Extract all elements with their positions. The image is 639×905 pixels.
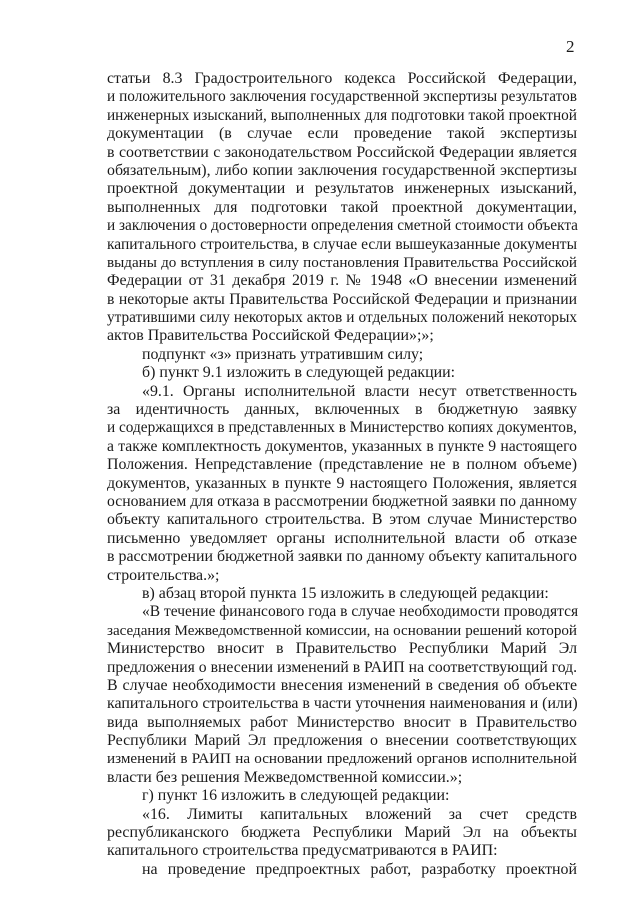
- text-line: и заключения о достоверности определения сметной стоимости объекта: [107, 217, 578, 235]
- text-line: за идентичность данных, включенных в бюджетную заявку: [107, 401, 577, 419]
- text-line: «В течение финансового года в случае необходимости проводятся: [142, 603, 579, 621]
- text-line: капитального строительства, в случае если вышеуказанные документы: [107, 235, 577, 253]
- text-line: «9.1. Органы исполнительной власти несут ответственность: [142, 382, 577, 400]
- text-line: в) абзац второй пункта 15 изложить в следующей редакции:: [142, 584, 549, 602]
- text-line: документации (в случае если проведение такой экспертизы: [107, 125, 577, 143]
- text-line: подпункт «з» признать утратившим силу;: [142, 345, 424, 363]
- text-line: г) пункт 16 изложить в следующей редакции:: [142, 787, 450, 805]
- text-line: обязательным), либо копии заключения государственной экспертизы: [107, 161, 577, 179]
- text-line: Федерации от 31 декабря 2019 г. № 1948 «О внесении изменений: [107, 272, 577, 290]
- text-line: в рассмотрении бюджетной заявки по данному объекту капитального: [107, 548, 577, 566]
- page-number: 2: [566, 37, 575, 56]
- text-line: республиканского бюджета Республики Марий Эл на объекты: [107, 824, 577, 842]
- text-line: предложения о внесении изменений в РАИП на соответствующий год.: [107, 658, 577, 676]
- text-line: объекту капитального строительства. В этом случае Министерство: [107, 511, 577, 529]
- text-line: б) пункт 9.1 изложить в следующей редакции:: [142, 364, 456, 382]
- text-line: утратившими силу некоторых актов и отдельных положений некоторых: [107, 309, 577, 327]
- text-line: Республики Марий Эл предложения о внесении соответствующих: [107, 732, 577, 750]
- text-line: строительства.»;: [107, 566, 220, 584]
- text-line: инженерных изысканий, выполненных для подготовки такой проектной: [107, 106, 577, 124]
- text-line: и содержащихся в представленных в Министерство копиях документов,: [107, 419, 577, 437]
- text-line: капитального строительства предусматриваются в РАИП:: [107, 842, 498, 860]
- text-line: В случае необходимости внесения изменений в сведения об объекте: [107, 676, 577, 694]
- text-line: в соответствии с законодательством Российской Федерации является: [107, 143, 577, 161]
- text-line: письменно уведомляет органы исполнительной власти об отказе: [107, 529, 577, 547]
- text-line: капитального строительства в части уточнения наименования и (или): [107, 695, 578, 713]
- text-line: выполненных для подготовки такой проектной документации,: [107, 198, 577, 216]
- text-line: «16. Лимиты капитальных вложений за счет средств: [142, 805, 577, 823]
- text-line: основанием для отказа в рассмотрении бюджетной заявки по данному: [107, 492, 577, 510]
- text-line: заседания Межведомственной комиссии, на основании решений которой: [107, 622, 577, 639]
- text-line: проектной документации и результатов инженерных изысканий,: [107, 180, 577, 198]
- text-line: изменений в РАИП на основании предложений органов исполнительной: [107, 751, 577, 768]
- document-body: [107, 70, 577, 879]
- text-line: Министерство вносит в Правительство Республики Марий Эл: [107, 640, 577, 658]
- text-line: вида выполняемых работ Министерство вносит в Правительство: [107, 713, 577, 731]
- text-line: а также комплектность документов, указанных в пункте 9 настоящего: [107, 437, 577, 455]
- text-line: власти без решения Межведомственной комиссии.»;: [107, 768, 463, 786]
- text-line: на проведение предпроектных работ, разработку проектной: [142, 860, 577, 878]
- text-line: актов Правительства Российской Федерации»;»;: [107, 327, 434, 345]
- text-line: и положительного заключения государственной экспертизы результатов: [107, 88, 577, 106]
- text-line: выданы до вступления в силу постановления Правительства Российской: [107, 254, 577, 271]
- text-line: Положения. Непредставление (представление не в полном объеме): [107, 456, 577, 474]
- text-line: в некоторые акты Правительства Российской Федерации и признании: [107, 290, 577, 308]
- text-line: документов, указанных в пункте 9 настоящего Положения, является: [107, 474, 577, 492]
- text-line: статьи 8.3 Градостроительного кодекса Российской Федерации,: [107, 70, 577, 87]
